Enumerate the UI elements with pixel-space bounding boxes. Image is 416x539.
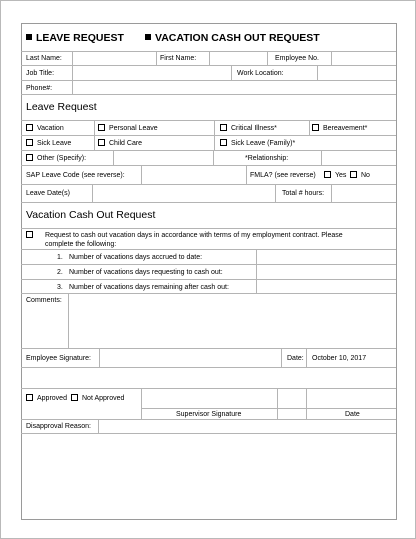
checkbox-icon bbox=[350, 171, 357, 178]
bereavement-checkbox[interactable]: Bereavement* bbox=[312, 124, 367, 133]
checkbox-icon bbox=[71, 394, 78, 401]
square-bullet-icon bbox=[145, 34, 151, 40]
comments-field[interactable] bbox=[70, 295, 393, 347]
total-hours-field[interactable] bbox=[333, 186, 393, 200]
not-approved-checkbox[interactable]: Not Approved bbox=[71, 394, 124, 403]
checkbox-icon bbox=[220, 124, 227, 131]
total-hours-label: Total # hours: bbox=[282, 190, 325, 197]
relationship-field[interactable] bbox=[323, 152, 393, 163]
employee-no-field[interactable] bbox=[333, 53, 393, 64]
sap-leave-code-label: SAP Leave Code (see reverse): bbox=[26, 172, 125, 179]
leave-dates-label: Leave Date(s) bbox=[26, 190, 70, 197]
relationship-label: *Relationship: bbox=[245, 155, 289, 162]
checkbox-icon bbox=[312, 124, 319, 131]
sap-leave-code-field[interactable] bbox=[143, 168, 243, 181]
checkbox-icon bbox=[26, 394, 33, 401]
item-2-number: 2. bbox=[57, 269, 63, 276]
item-3-number: 3. bbox=[57, 284, 63, 291]
checkbox-icon bbox=[26, 231, 33, 238]
square-bullet-icon bbox=[26, 34, 32, 40]
item-1-label: Number of vacations days accrued to date: bbox=[69, 254, 203, 261]
checkbox-icon bbox=[324, 171, 331, 178]
checkbox-icon bbox=[26, 139, 33, 146]
disapproval-reason-field[interactable] bbox=[100, 421, 393, 432]
employee-signature-field[interactable] bbox=[101, 350, 279, 365]
vacation-cash-out-title: VACATION CASH OUT REQUEST bbox=[145, 32, 320, 44]
phone-field[interactable] bbox=[75, 82, 393, 93]
leave-request-title: LEAVE REQUEST bbox=[26, 32, 124, 44]
critical-illness-checkbox[interactable]: Critical Illness* bbox=[220, 124, 277, 133]
cash-out-request-text-line1: Request to cash out vacation days in accordance with terms of my employment contract. Please bbox=[45, 232, 343, 239]
first-name-label: First Name: bbox=[160, 55, 197, 62]
other-specify-field[interactable] bbox=[115, 152, 211, 163]
days-remaining-field[interactable] bbox=[258, 281, 393, 292]
days-accrued-field[interactable] bbox=[258, 251, 393, 262]
child-care-checkbox[interactable]: Child Care bbox=[98, 139, 142, 148]
disapproval-reason-label: Disapproval Reason: bbox=[26, 423, 91, 430]
approved-checkbox[interactable]: Approved bbox=[26, 394, 67, 403]
work-location-label: Work Location: bbox=[237, 70, 284, 77]
last-name-field[interactable] bbox=[75, 53, 155, 64]
comments-label: Comments: bbox=[26, 297, 62, 304]
checkbox-icon bbox=[98, 124, 105, 131]
vacation-checkbox[interactable]: Vacation bbox=[26, 124, 64, 133]
first-name-field[interactable] bbox=[211, 53, 265, 64]
item-2-label: Number of vacations days requesting to cash out: bbox=[69, 269, 223, 276]
other-specify-checkbox[interactable]: Other (Specify): bbox=[26, 154, 86, 163]
job-title-field[interactable] bbox=[75, 67, 229, 78]
cash-out-request-checkbox[interactable] bbox=[26, 231, 37, 240]
checkbox-icon bbox=[98, 139, 105, 146]
supervisor-date-field[interactable] bbox=[308, 390, 393, 406]
sick-leave-checkbox[interactable]: Sick Leave bbox=[26, 139, 71, 148]
days-cash-out-field[interactable] bbox=[258, 266, 393, 277]
date-value[interactable]: October 10, 2017 bbox=[312, 355, 367, 362]
item-1-number: 1. bbox=[57, 254, 63, 261]
checkbox-icon bbox=[26, 154, 33, 161]
last-name-label: Last Name: bbox=[26, 55, 62, 62]
supervisor-signature-label: Supervisor Signature bbox=[176, 411, 242, 418]
work-location-field[interactable] bbox=[319, 67, 393, 78]
fmla-no-checkbox[interactable]: No bbox=[350, 171, 370, 180]
supervisor-signature-field[interactable] bbox=[143, 390, 275, 406]
phone-label: Phone#: bbox=[26, 85, 53, 92]
cash-out-heading: Vacation Cash Out Request bbox=[26, 209, 156, 221]
supervisor-date-label: Date bbox=[345, 411, 360, 418]
leave-request-heading: Leave Request bbox=[26, 101, 97, 113]
personal-leave-checkbox[interactable]: Personal Leave bbox=[98, 124, 158, 133]
date-label: Date: bbox=[287, 355, 304, 362]
fmla-label: FMLA? (see reverse) bbox=[250, 172, 316, 179]
sick-leave-family-checkbox[interactable]: Sick Leave (Family)* bbox=[220, 139, 295, 148]
employee-signature-label: Employee Signature: bbox=[26, 355, 91, 362]
job-title-label: Job Title: bbox=[26, 70, 55, 77]
leave-dates-field[interactable] bbox=[94, 186, 273, 200]
item-3-label: Number of vacations days remaining after cash out: bbox=[69, 284, 229, 291]
cash-out-request-text-line2: complete the following: bbox=[45, 241, 117, 248]
checkbox-icon bbox=[220, 139, 227, 146]
fmla-yes-checkbox[interactable]: Yes bbox=[324, 171, 346, 180]
employee-no-label: Employee No. bbox=[275, 55, 319, 62]
checkbox-icon bbox=[26, 124, 33, 131]
